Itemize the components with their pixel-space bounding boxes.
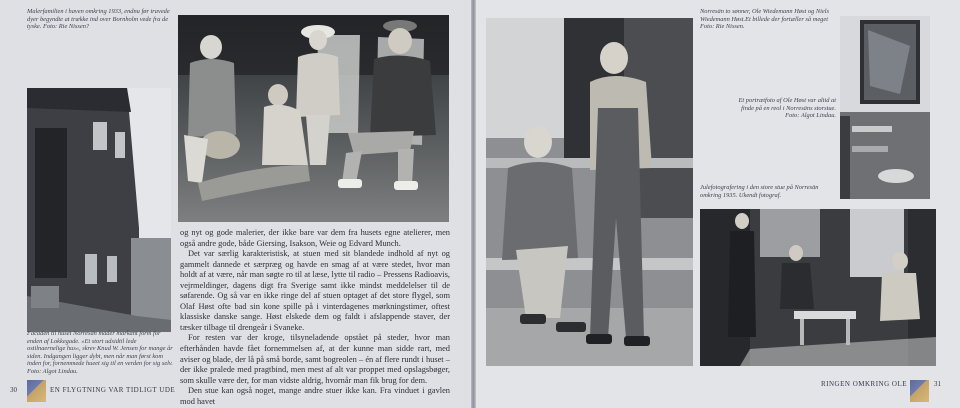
article-body (180, 228, 450, 407)
house-facade-photo (27, 88, 171, 332)
two-brothers-photo (486, 18, 693, 366)
portrait-shelf-photo (840, 16, 930, 199)
chapter-tab-icon (910, 380, 929, 402)
photo-caption-christmas: Julefotografering i den store stue på Norresän omkring 1935. Ukendt fotograf. (700, 184, 819, 199)
photo-caption-portrait: Et portrætfoto af Ole Høst var altid at finde på en reol i Norresäns storstue. Foto: Algot Lindau. (738, 97, 836, 120)
page-number-right: 31 (934, 380, 941, 388)
right-page (476, 0, 960, 408)
body-paragraph: Det var særlig karakteristisk, at stuen med sit blandede indhold af nyt og gammelt dannede et særpræg og havde en smag af at være stedet, hvor man holdt af at være, når man søgte ro til at læse, lytte til radio – Pressens Radioavis, vejrmeldinger, dagens digt fra Sverige samt ikke mindst meddelelser til de søfarende. Og så var en ikke ringe del af stuen optaget af det store flygel, som Olaf Høst ofte bad sin kone spille på i vinterdagenes mørkningstimer, oftest klassiske danske sange. Høst elskede dem og faldt i afslappende staver, der tæsker tilbage til drengeår i Svaneke. (180, 249, 450, 332)
christmas-room-photo (700, 209, 936, 366)
running-head: EN FLYGTNING VAR TIDLIGT UDE (50, 386, 176, 394)
body-paragraph: For resten var der kroge, tilsyneladende opstået på steder, hvor man efterhånden havde fået fornemmelsen af, at der kunne man sidde rart, med aviser og blade, der lå på små borde, samt bogreolen – én af flere rundt i huset – der ikke pralede med pragtbind, men mest af alt var proppet med opslagsbøger, som skulle være der, for man vidste aldrig, hvornår man fik brug for dem. (180, 333, 450, 385)
body-paragraph: og nyt og gode malerier, der ikke bare var dem fra husets egne atelierer, men også andre gode, både Giersing, Isakson, Weie og Edvard Munch. (180, 228, 450, 248)
chapter-tab-icon (27, 380, 46, 402)
family-garden-photo (178, 15, 449, 222)
page-number: 30 (10, 386, 17, 394)
running-head-right: RINGEN OMKRING OLE (821, 380, 907, 388)
photo-caption-family: Malerfamilien i haven omkring 1933, endnu før travede dyer begyndte at trække ind over Bornholm vede fra de tyske. Foto: Rie Nissen? (27, 8, 170, 31)
left-page (0, 0, 471, 408)
body-paragraph: Den stue kan også noget, mange andre stuer ikke kan. Fra vinduet i gavlen mod havet (180, 386, 450, 406)
photo-caption-brothers: Norresän to sønner, Ole Wiedemann Høst og Niels Wiedemann Høst.Et billede der fortæller så meget Foto: Rie Nissen. (700, 8, 829, 31)
photo-caption-facade: Facaden til huset Norresän mader markant form for enden af Lokkegade. »Et stort udsidtil lede ostilnaernelige hus«, skrev Knud W. Jensen for mange år siden. Indgangen ligger dybt, men når man først kom inden for, fornemmede hueet sig til en verden for sig selv. Foto: Algot Lindau. (27, 330, 173, 375)
